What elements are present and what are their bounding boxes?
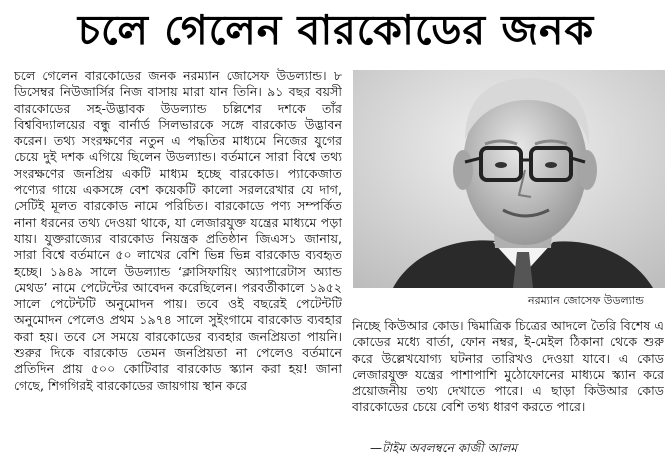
article-body-right-column xyxy=(352,318,664,436)
byline: —টাইম অবলম্বনে কাজী আলম xyxy=(370,441,518,455)
portrait-photo xyxy=(353,70,665,288)
article-body-right: নিচ্ছে কিউআর কোড। দ্বিমাত্রিক চিত্রের আদলে তৈরি বিশেষ এ কোডের মধ্যে বার্তা, ফোন নম্বর, ই-মেইল ঠিকানা থেকে শুরু করে উল্লেখযোগ্য ঘটনার তারিখও দেওয়া যাবে। এ কোড লেজারযুক্ত যন্ত্রের পাশাপাশি মুঠোফোনের মাধ্যমে স্ক্যান করে প্রয়োজনীয় তথ্য দেখাতে পারে। এ ছাড়া কিউআর কোড বারকোডের চেয়ে বেশি তথ্য ধারণ করতে পারে। xyxy=(352,318,664,415)
article-body-left: চলে গেলেন বারকোডের জনক নরম্যান জোসেফ উডল্যান্ড। ৮ ডিসেম্বর নিউজার্সির নিজ বাসায় মারা যান তিনি। ৯১ বছর বয়সী বারকোডের সহ-উদ্ভাবক উডল্যান্ড চল্লিশের দশকে তাঁর বিশ্ববিদ্যালয়ের বন্ধু বার্নার্ড সিলভারকে সঙ্গে বারকোড উদ্ভাবন করেন। তথ্য সংরক্ষণের নতুন এ পদ্ধতির মাধ্যমে নিজের যুগের চেয়ে দুই দশক এগিয়ে ছিলেন উডল্যান্ড। বর্তমানে সারা বিশ্বে তথ্য সংরক্ষণের জনপ্রিয় একটি মাধ্যম হচ্ছে বারকোড। প্যাকেজাত পণ্যের গায়ে একসঙ্গে বেশ কয়েকটি কালো সরলরেখার যে দাগ, সেটিই মূলত বারকোড নামে পরিচিত। বারকোডে পণ্য সম্পর্কিত নানা ধরনের তথ্য দেওয়া থাকে, যা লেজারযুক্ত যন্ত্রের মাধ্যমে পড়া যায়। যুক্তরাজ্যের বারকোড নিয়ন্ত্রক প্রতিষ্ঠান জিএস১ জানায়, সারা বিশ্বে বর্তমানে ৫০ লাখের বেশি ভিন্ন ভিন্ন বারকোড ব্যবহৃত হচ্ছে। ১৯৪৯ সালে উডল্যান্ড ‘ক্লাসিফায়িং অ্যাপারেটাস অ্যান্ড মেথড’ নামে পেটেন্টের আবেদন করেছিলেন। পরবর্তীকালে ১৯৫২ সালে পেটেন্টটি অনুমোদন পায়। তবে ওই বছরেই পেটেন্টটি অনুমোদন পেলেও প্রথম ১৯৭৪ সালে সুইংগামে বারকোড ব্যবহার করা হয়। তবে সে সময়ে বারকোডের ব্যবহার জনপ্রিয়তা পায়নি। শুরুর দিকে বারকোড তেমন জনপ্রিয়তা না পেলেও বর্তমানে প্রতিদিন প্রায় ৫০০ কোটিবার বারকোড স্ক্যান করা হয়! জানা গেছে, শিগগিরই বারকোডের জায়গায় স্থান করে xyxy=(14,68,342,393)
article-body-left-column xyxy=(14,68,342,456)
headline: চলে গেলেন বারকোডের জনক xyxy=(77,6,595,54)
photo-caption: নরম্যান জোসেফ উডল্যান্ড xyxy=(528,294,644,307)
